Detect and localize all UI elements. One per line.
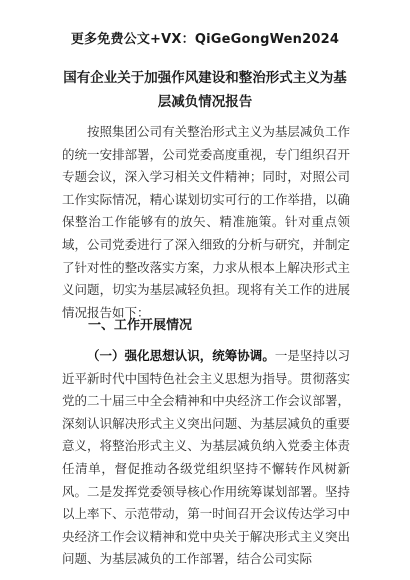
promo-header: 更多免费公文+VX：QiGeGongWen2024 [70, 32, 340, 47]
section-heading: 一、工作开展情况 [88, 318, 193, 333]
subsection-paragraph [62, 345, 350, 571]
subsection-text: 一是坚持以习近平新时代中国特色社会主义思想为指导。贯彻落实党的二十届三中全会精神和中央经济工作会议部署，深刻认识解决形式主义突出问题、为基层减负的重要意义，将整治形式主义、为基层减负纳入党委主体责任清单，督促推动各级党组织坚持不懈转作风树新风。二是发挥党委领导核心作用统筹谋划部署。坚持以上率下、示范带动，第一时间召开会议传达学习中央经济工作会议精神和党中央关于解决形式主义突出问题、为基层减负的工作部署，结合公司实际 [62, 348, 350, 567]
document-title: 国有企业关于加强作风建设和整治形式主义为基层减负情况报告 [63, 70, 347, 110]
intro-paragraph: 按照集团公司有关整治形式主义为基层减负工作的统一安排部署，公司党委高度重视，专门组织召开专题会议，深入学习相关文件精神；同时，对照公司工作实际情况，精心谋划切实可行的工作举措，以确保整治工作能够有的放矢、精准施策。针对重点领域，公司党委进行了深入细致的分析与研究，并制定了针对性的整改落实方案，力求从根本上解决形式主义问题，切实为基层减轻负担。现将有关工作的进展情况报告如下： [62, 124, 350, 320]
subsection-lead: （一）强化思想认识，统筹协调。 [87, 348, 275, 363]
